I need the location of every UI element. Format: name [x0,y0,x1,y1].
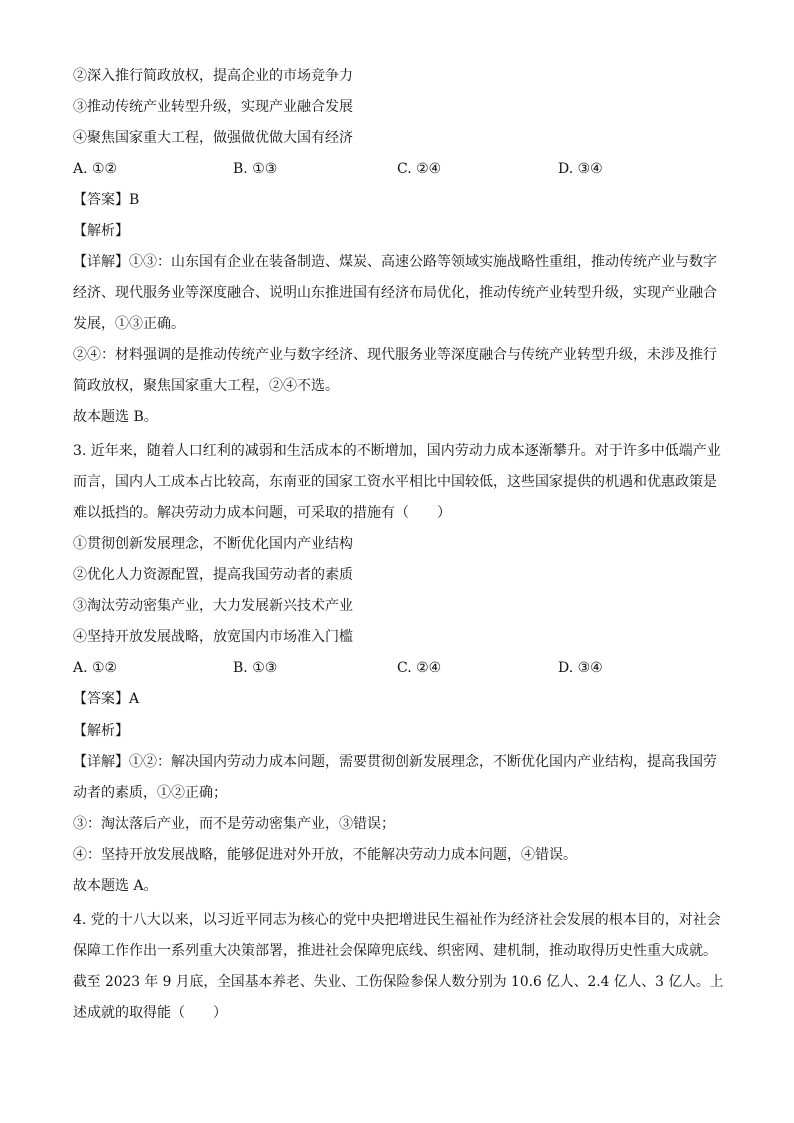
q2-detail-line: ②④：材料强调的是推动传统产业与数字经济、现代服务业等深度融合与传统产业转型升级，未涉及推行 [73,347,717,363]
q2-option-d: D. ③④ [558,161,603,177]
q3-options [73,658,723,678]
q3-item-4: ④坚持开放发展战略，放宽国内市场准入门槛 [73,629,353,645]
q3-detail-line: ③：淘汰落后产业，而不是劳动密集产业，③错误； [73,816,395,832]
q3-detail-line: 【详解】①②：解决国内劳动力成本问题，需要贯彻创新发展理念，不断优化国内产业结构，提高我国劳 [73,754,717,770]
q2-analysis-label: 【解析】 [73,223,129,239]
q3-option-d: D. ③④ [558,660,603,676]
q2-item-3: ③推动传统产业转型升级，实现产业融合发展 [73,99,353,115]
q3-stem-line: 而言，国内人工成本占比较高，东南亚的国家工资水平相比中国较低，这些国家提供的机遇和优惠政策是 [73,474,717,490]
q2-detail-line: 经济、现代服务业等深度融合、说明山东推进国有经济布局优化，推动传统产业转型升级，实现产业融合 [73,285,717,301]
q3-option-b: B. ①③ [233,660,278,676]
q3-option-c: C. ②④ [397,660,442,676]
q2-answer: 【答案】B [73,192,140,208]
q3-stem-line: 3. 近年来，随着人口红利的减弱和生活成本的不断增加，国内劳动力成本逐渐攀升。对于许多中低端产业 [73,443,721,459]
q4-stem-line: 述成就的取得能（ ） [73,1005,227,1021]
q3-item-1: ①贯彻创新发展理念，不断优化国内产业结构 [73,536,353,552]
q3-detail-line: ④：坚持开放发展战略，能够促进对外开放，不能解决劳动力成本问题，④错误。 [73,847,577,863]
q2-option-a: A. ①② [73,161,118,177]
q2-conclusion: 故本题选 B。 [73,409,158,425]
q3-detail-line: 动者的素质，①②正确； [73,785,227,801]
q3-stem-line: 难以抵挡的。解决劳动力成本问题，可采取的措施有（ ） [73,505,451,521]
q2-options [73,159,723,179]
q2-detail-line: 发展，①③正确。 [73,316,185,332]
q2-option-c: C. ②④ [397,161,442,177]
q4-stem-line: 保障工作作出一系列重大决策部署，推进社会保障兜底线、织密网、建机制，推动取得历史性重大成就。 [73,943,717,959]
q2-detail-line: 简政放权，聚焦国家重大工程，②④不选。 [73,378,339,394]
q2-item-4: ④聚焦国家重大工程，做强做优做大国有经济 [73,130,353,146]
q2-detail-line: 【详解】①③：山东国有企业在装备制造、煤炭、高速公路等领域实施战略性重组，推动传统产业与数字 [73,254,717,270]
q2-option-b: B. ①③ [233,161,278,177]
q4-stem-line: 截至 2023 年 9 月底，全国基本养老、失业、工伤保险参保人数分别为 10.6 亿人、2.4 亿人、3 亿人。上 [73,974,724,990]
q3-item-2: ②优化人力资源配置，提高我国劳动者的素质 [73,567,353,583]
q3-conclusion: 故本题选 A。 [73,878,158,894]
q3-answer: 【答案】A [73,691,140,707]
q3-option-a: A. ①② [73,660,118,676]
q2-item-2: ②深入推行简政放权，提高企业的市场竞争力 [73,68,353,84]
q4-stem-line: 4. 党的十八大以来，以习近平同志为核心的党中央把增进民生福祉作为经济社会发展的根本目的，对社会 [73,912,721,928]
q3-analysis-label: 【解析】 [73,723,129,739]
q3-item-3: ③淘汰劳动密集产业，大力发展新兴技术产业 [73,598,353,614]
